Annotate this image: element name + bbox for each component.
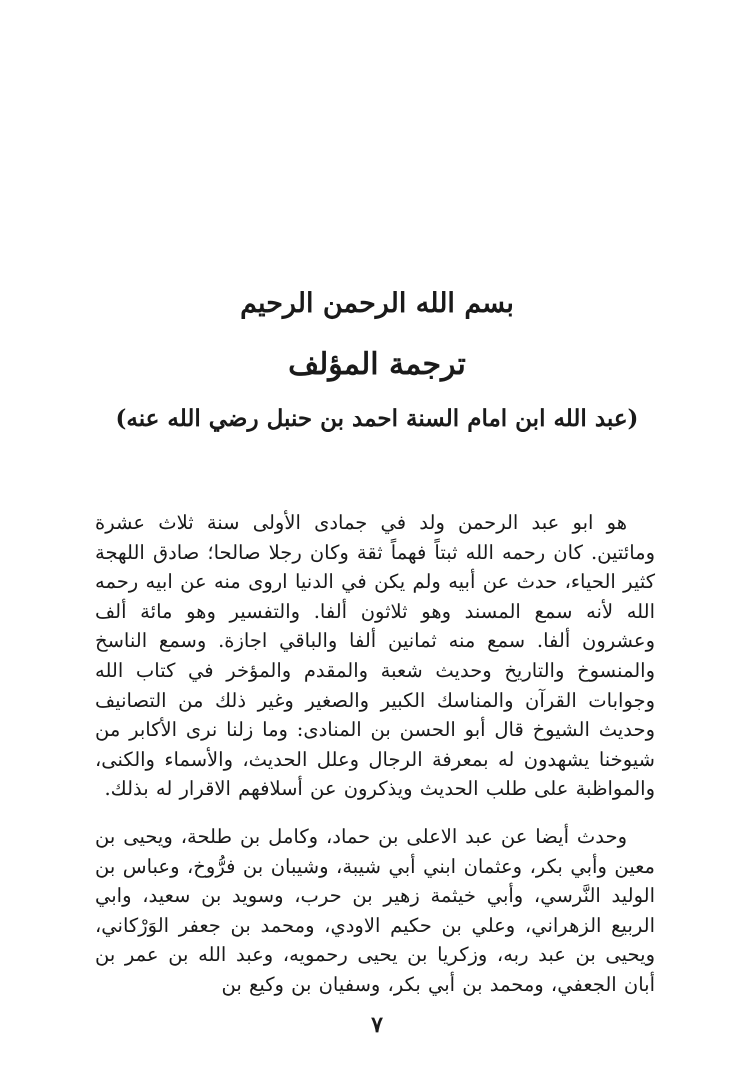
paragraph-1: هو ابو عبد الرحمن ولد في جمادى الأولى سنة ثلاث عشرة ومائتين. كان رحمه الله ثبتاً فهماً ثقة وكان رجلا صالحا؛ صادق اللهجة كثير الحياء، حدث عن أبيه ولم يكن في الدنيا اروى منه عن ابيه رحمه الله لأنه سمع المسند وهو ثلاثون ألفا. والتفسير وهو مائة ألف وعشرون ألفا. سمع منه ثمانين ألفا والباقي اجازة. وسمع الناسخ والمنسوخ والتاريخ وحديث شعبة والمقدم والمؤخر في كتاب الله وجوابات القرآن والمناسك الكبير والصغير وغير ذلك من التصانيف وحديث الشيوخ قال أبو الحسن بن المنادى: وما زلنا نرى الأكابر من شيوخنا يشهدون له بمعرفة الرجال وعلل الحديث، والأسماء والكنى، والمواظبة على طلب الحديث ويذكرون عن أسلافهم الاقرار له بذلك. <box>95 511 655 801</box>
page-subtitle: (عبد الله ابن امام السنة احمد بن حنبل رضي الله عنه) <box>115 405 639 432</box>
body-text <box>95 508 655 1000</box>
page-number: ٧ <box>371 1012 383 1038</box>
page-title: ترجمة المؤلف <box>288 347 466 382</box>
heading-block <box>0 282 754 438</box>
paragraph-2: وحدث أيضا عن عبد الاعلى بن حماد، وكامل بن طلحة، ويحيى بن معين وأبي بكر، وعثمان ابني أبي شيبة، وشيبان بن فرُّوخ، وعباس بن الوليد النَّرسي، وأبي خيثمة زهير بن حرب، وسويد بن سعيد، وابي الربيع الزهراني، وعلي بن حكيم الاودي، ومحمد بن جعفر الوَرْكاني، ويحيى بن عبد ربه، وزكريا بن يحيى رحمويه، وعبد الله بن عمر بن أبان الجعفي، ومحمد بن أبي بكر، وسفيان بن وكيع بن <box>95 824 655 996</box>
basmala-heading: بسم الله الرحمن الرحيم <box>240 288 514 319</box>
